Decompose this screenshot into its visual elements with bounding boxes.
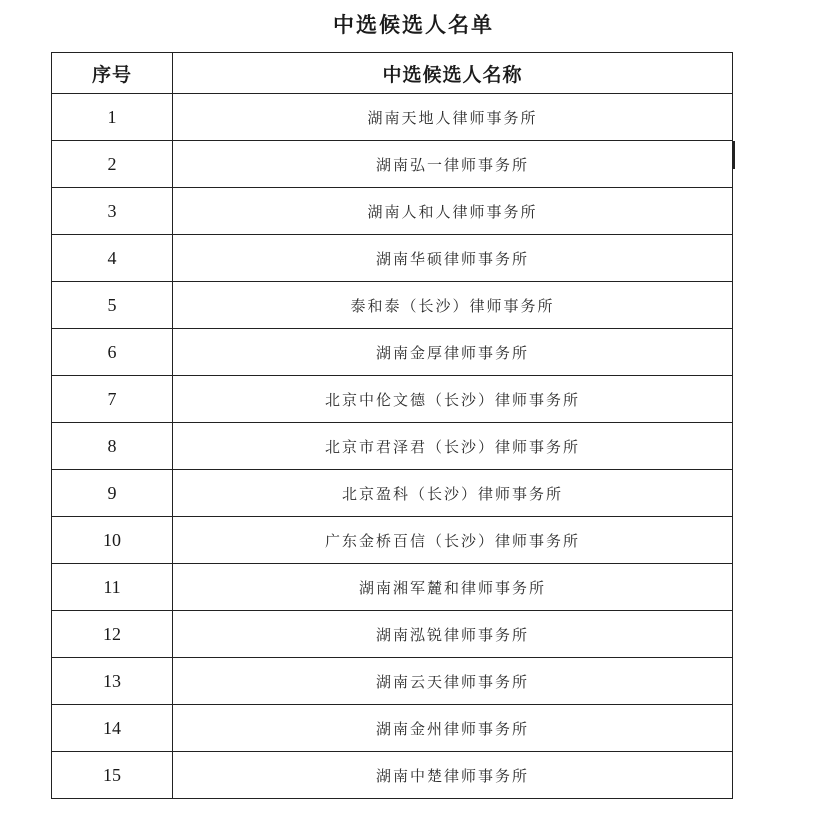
table-row [52,752,733,799]
row-candidate-name: 北京盈科（长沙）律师事务所 [173,470,733,517]
table-row [52,188,733,235]
row-serial-number: 15 [52,752,173,799]
header-serial-number: 序号 [52,53,173,94]
document-title: 中选候选人名单 [333,12,494,37]
table-row [52,658,733,705]
header-row [52,53,733,94]
row-serial-number: 8 [52,423,173,470]
table-row [52,517,733,564]
row-serial-number: 14 [52,705,173,752]
text-cursor-mark [733,141,735,169]
row-candidate-name: 湖南中楚律师事务所 [173,752,733,799]
row-serial-number: 1 [52,94,173,141]
row-serial-number: 12 [52,611,173,658]
row-candidate-name: 湖南湘军麓和律师事务所 [173,564,733,611]
table-row [52,470,733,517]
row-serial-number: 6 [52,329,173,376]
row-candidate-name: 广东金桥百信（长沙）律师事务所 [173,517,733,564]
row-serial-number: 10 [52,517,173,564]
table-row [52,141,733,188]
row-candidate-name: 湖南人和人律师事务所 [173,188,733,235]
table-body [52,94,733,799]
table-row [52,282,733,329]
row-serial-number: 11 [52,564,173,611]
row-candidate-name: 北京市君泽君（长沙）律师事务所 [173,423,733,470]
row-candidate-name: 湖南弘一律师事务所 [173,141,733,188]
table-row [52,423,733,470]
row-serial-number: 13 [52,658,173,705]
row-serial-number: 9 [52,470,173,517]
candidate-table [51,52,733,799]
row-candidate-name: 泰和泰（长沙）律师事务所 [173,282,733,329]
table-row [52,564,733,611]
row-serial-number: 4 [52,235,173,282]
row-candidate-name: 湖南华硕律师事务所 [173,235,733,282]
row-serial-number: 5 [52,282,173,329]
row-serial-number: 3 [52,188,173,235]
table-row [52,376,733,423]
table-row [52,94,733,141]
table-row [52,611,733,658]
table-row [52,329,733,376]
row-candidate-name: 湖南金州律师事务所 [173,705,733,752]
table-row [52,705,733,752]
row-candidate-name: 湖南云天律师事务所 [173,658,733,705]
row-candidate-name: 湖南金厚律师事务所 [173,329,733,376]
row-serial-number: 2 [52,141,173,188]
table-row [52,235,733,282]
row-candidate-name: 北京中伦文德（长沙）律师事务所 [173,376,733,423]
row-serial-number: 7 [52,376,173,423]
table-header [52,53,733,94]
row-candidate-name: 湖南泓锐律师事务所 [173,611,733,658]
header-candidate-name: 中选候选人名称 [173,53,733,94]
row-candidate-name: 湖南天地人律师事务所 [173,94,733,141]
